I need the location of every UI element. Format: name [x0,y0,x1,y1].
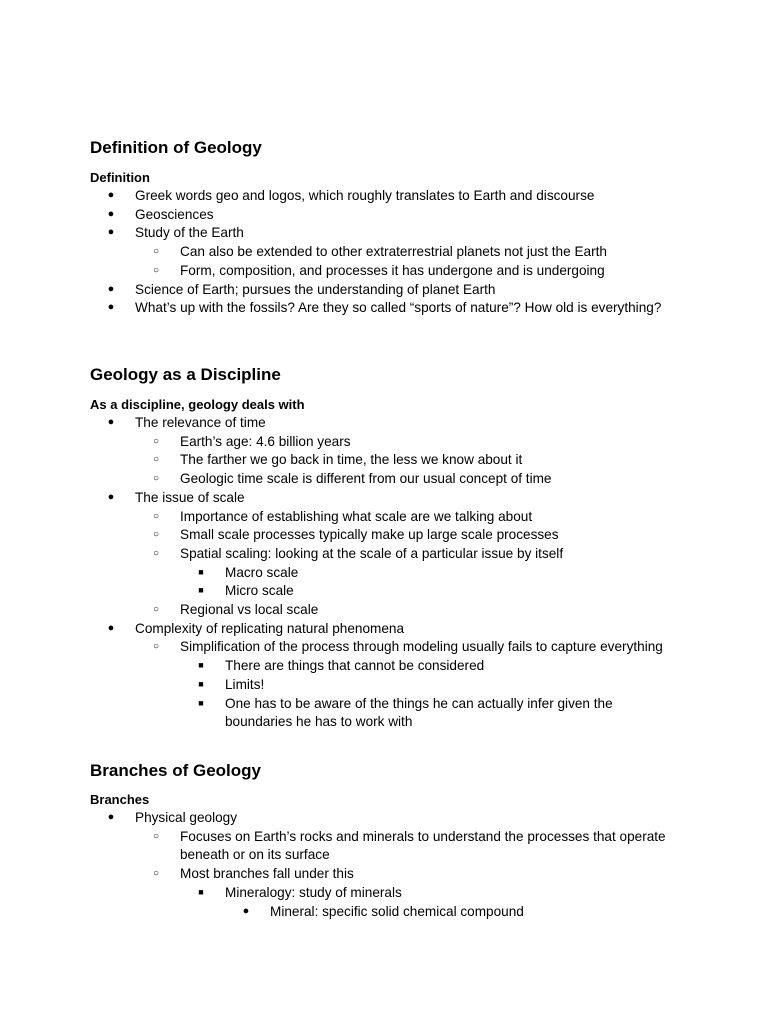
list-item: Mineralogy: study of minerals [225,884,402,900]
list-item: Can also be extended to other extraterrestrial planets not just the Earth [180,244,607,260]
section-subtitle: Definition [90,170,150,185]
list-marker-icon: ○ [152,454,160,466]
list-item: Geosciences [135,206,214,222]
section-title: Definition of Geology [90,138,262,157]
list-item: What’s up with the fossils? Are they so called “sports of nature”? How old is everything? [135,300,662,316]
list-marker-icon: ● [107,621,115,634]
list-marker-icon: ○ [152,604,160,615]
list-marker-icon: ○ [152,868,160,880]
list-marker-icon: ○ [152,510,160,522]
list-item: Importance of establishing what scale are we talking about [180,508,533,524]
list-item: Physical geology [135,810,238,825]
list-item: boundaries he has to work with [225,714,413,730]
list-marker-icon: ○ [152,529,160,541]
list-item: Macro scale [225,564,299,580]
list-marker-icon: ○ [152,246,160,258]
list-item: Study of the Earth [135,225,244,241]
list-marker-icon: ■ [198,566,204,577]
section-title: Branches of Geology [90,761,261,780]
list-item: Science of Earth; pursues the understanding of planet Earth [135,281,496,297]
list-item: Most branches fall under this [180,866,354,882]
list-marker-icon: ● [242,904,250,917]
list-marker-icon: ● [107,811,115,823]
list-item: Greek words geo and logos, which roughly translates to Earth and discourse [135,188,595,203]
list-item: One has to be aware of the things he can actually infer given the [225,695,613,711]
list-marker-icon: ● [107,301,115,314]
section-subtitle: Branches [90,792,150,807]
list-item: Limits! [225,676,265,692]
list-item: Mineral: specific solid chemical compound [270,903,524,919]
list-marker-icon: ○ [152,473,160,485]
list-marker-icon: ○ [152,641,160,653]
list-item: Form, composition, and processes it has undergone and is undergoing [180,262,605,278]
list-item: There are things that cannot be considered [225,658,485,674]
list-marker-icon: ○ [152,264,160,276]
list-marker-icon: ● [107,282,115,295]
list-item: Complexity of replicating natural phenomena [135,620,405,636]
list-item: Regional vs local scale [180,602,319,617]
list-marker-icon: ● [107,490,115,503]
list-item: The farther we go back in time, the less we know about it [180,452,523,468]
list-item: Micro scale [225,583,294,599]
list-item: Focuses on Earth’s rocks and minerals to understand the processes that operate [180,828,666,844]
section-subtitle: As a discipline, geology deals with [90,397,305,412]
list-marker-icon: ● [107,416,115,428]
list-item: The issue of scale [135,489,245,505]
list-marker-icon: ○ [152,547,160,559]
list-marker-icon: ● [107,207,115,220]
list-item: beneath or on its surface [180,847,330,863]
list-marker-icon: ■ [198,886,204,897]
list-marker-icon: ■ [198,697,204,708]
list-item: The relevance of time [135,415,266,430]
section-title: Geology as a Discipline [90,365,281,384]
list-item: Small scale processes typically make up large scale processes [180,527,559,543]
list-marker-icon: ● [107,226,115,239]
list-marker-icon: ● [107,189,115,201]
list-item: Spatial scaling: looking at the scale of a particular issue by itself [180,545,564,561]
list-marker-icon: ○ [152,830,160,842]
list-item: Earth’s age: 4.6 billion years [180,433,351,449]
list-item: Simplification of the process through modeling usually fails to capture everything [180,639,663,655]
list-item: Geologic time scale is different from our usual concept of time [180,471,552,487]
list-marker-icon: ■ [198,678,204,689]
list-marker-icon: ○ [152,435,160,447]
list-marker-icon: ■ [198,585,204,596]
list-marker-icon: ■ [198,660,204,671]
